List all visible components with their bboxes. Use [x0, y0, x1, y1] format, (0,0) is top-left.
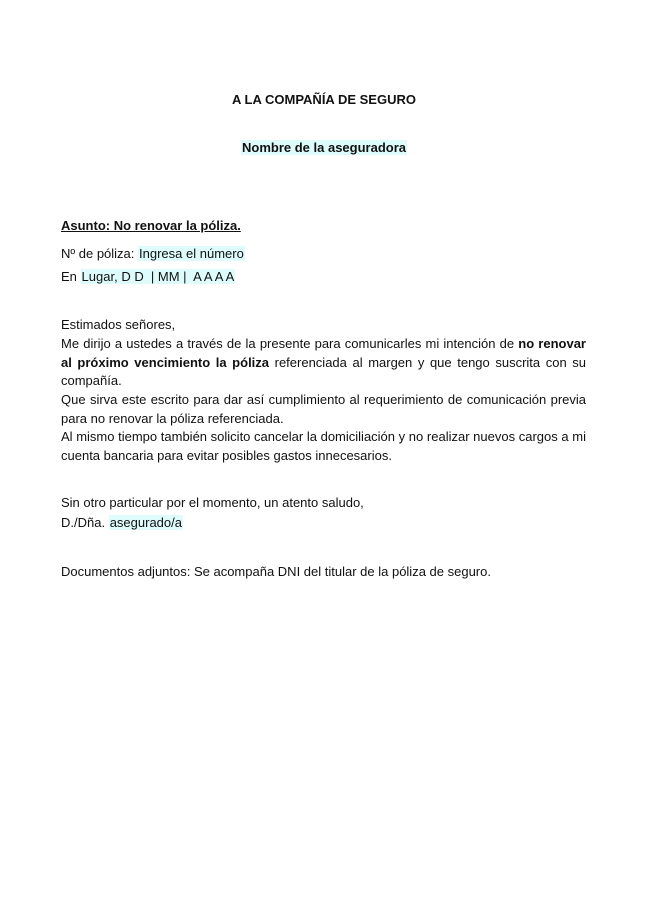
greeting: Estimados señores, [61, 317, 176, 332]
place-date-line [61, 268, 586, 286]
signer-prefix: D./Dña. [61, 515, 106, 530]
insurer-name-placeholder[interactable]: Nombre de la aseguradora [242, 140, 406, 155]
place-date-prefix: En [61, 269, 77, 284]
attachments-line: Documentos adjuntos: Se acompaña DNI del titular de la póliza de seguro. [61, 564, 491, 579]
paragraph-1-start: Me dirijo a ustedes a través de la presente para comunicarles mi intención de [61, 336, 519, 351]
policy-number-line [61, 245, 586, 263]
farewell: Sin otro particular por el momento, un atento saludo, [61, 495, 364, 510]
paragraph-1-bold: no renovar al próximo vencimiento la póliza [61, 336, 586, 370]
policy-number-label: Nº de póliza: [61, 246, 135, 261]
body-paragraph-3: Al mismo tiempo también solicito cancelar la domiciliación y no realizar nuevos cargos a mi cuenta bancaria para evitar posibles gastos innecesarios. [61, 429, 586, 463]
body-paragraph-1 [61, 335, 586, 391]
recipient-heading: A LA COMPAÑÍA DE SEGURO [232, 92, 416, 107]
insurer-name-line [0, 139, 648, 157]
policy-number-placeholder[interactable]: Ingresa el número [139, 246, 244, 261]
place-placeholder[interactable]: Lugar, [81, 269, 118, 284]
place-date-placeholder[interactable] [81, 269, 236, 284]
date-placeholder[interactable]: D D | MM | A A A A [121, 269, 235, 284]
body-paragraph-2: Que sirva este escrito para dar así cumplimiento al requerimiento de comunicación previa para no renovar la póliza referenciada. [61, 392, 586, 426]
subject-line: Asunto: No renovar la póliza. [61, 218, 241, 233]
signer-placeholder[interactable]: asegurado/a [109, 515, 182, 530]
paragraph-1-end: referenciada al margen y que tengo suscrita con su compañía. [61, 354, 587, 388]
signer-line [61, 514, 586, 532]
